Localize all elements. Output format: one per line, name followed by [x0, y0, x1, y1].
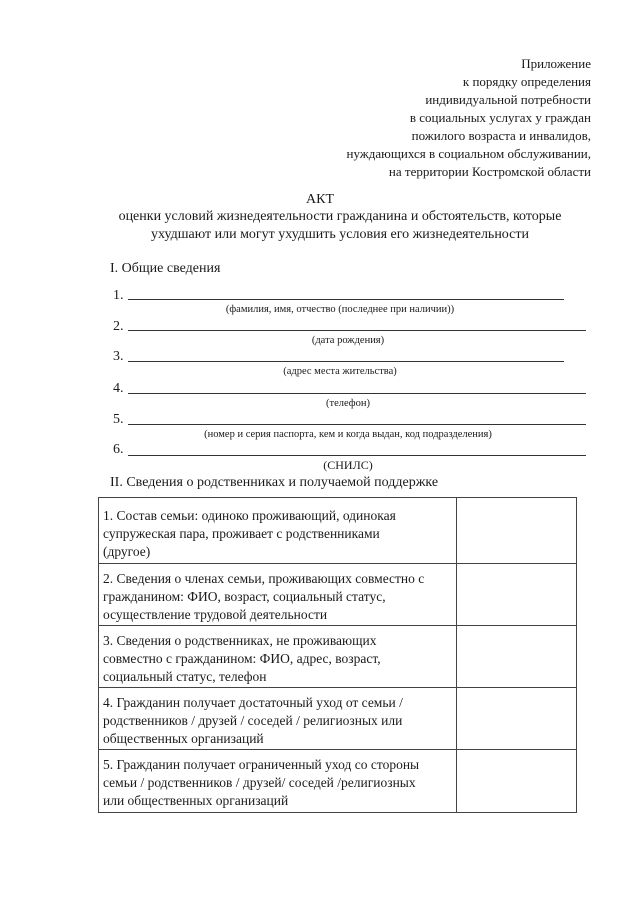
act-title: АКТ: [306, 192, 334, 207]
table-row: [99, 570, 461, 624]
table-row-text: совместно с гражданином: ФИО, адрес, возраст,: [103, 651, 381, 666]
table-row-text: семьи / родственников / друзей/ соседей /религиозных: [103, 775, 416, 790]
field-number: 3.: [113, 349, 124, 364]
table-row: [99, 694, 461, 748]
table-row-text: супружеская пара, проживает с родственниками: [103, 526, 380, 541]
table-row-text: или общественных организаций: [103, 793, 289, 808]
table-row-text: 3. Сведения о родственниках, не проживающих: [103, 633, 377, 648]
appendix-line: Приложение: [521, 56, 591, 71]
appendix-line: к порядку определения: [462, 74, 591, 89]
field-caption: (адрес места жительства): [283, 366, 397, 377]
section2-heading: II. Сведения о родственниках и получаемой поддержке: [110, 475, 439, 490]
field-6-line[interactable]: [128, 455, 586, 456]
field-5-line[interactable]: [128, 424, 586, 425]
table-row-text: гражданином: ФИО, возраст, социальный статус,: [103, 589, 386, 604]
field-number: 2.: [113, 319, 124, 334]
table-row-text: (другое): [103, 544, 151, 559]
table-row-text: социальный статус, телефон: [103, 669, 267, 684]
field-caption: (СНИЛС): [323, 458, 373, 472]
table-row-text: 1. Состав семьи: одиноко проживающий, одинокая: [103, 508, 396, 523]
field-caption: (дата рождения): [311, 335, 385, 346]
table-row-text: 2. Сведения о членах семьи, проживающих совместно с: [103, 571, 425, 586]
act-subtitle: [90, 208, 590, 244]
table-row-text: родственников / друзей / соседей / религиозных или: [103, 713, 403, 728]
table-row-text: 5. Гражданин получает ограниченный уход со стороны: [103, 757, 420, 772]
field-3-line[interactable]: [128, 361, 564, 362]
act-subtitle-line: оценки условий жизнедеятельности гражданина и обстоятельств, которые: [118, 209, 562, 224]
appendix-line: индивидуальной потребности: [425, 92, 591, 107]
appendix-header: [346, 55, 591, 181]
table-row: [99, 507, 461, 561]
appendix-line: на территории Костромской области: [388, 164, 591, 179]
table-row-text: осуществление трудовой деятельности: [103, 607, 328, 622]
act-subtitle-line: ухудшают или могут ухудшить условия его жизнедеятельности: [151, 227, 529, 242]
row-divider: [99, 625, 576, 626]
table-row: [99, 756, 461, 810]
field-caption: (фамилия, имя, отчество (последнее при наличии)): [225, 304, 455, 315]
table-row-text: общественных организаций: [103, 731, 264, 746]
field-caption: (номер и серия паспорта, кем и когда выдан, код подразделения): [204, 429, 492, 440]
field-number: 4.: [113, 381, 124, 396]
field-number: 1.: [113, 288, 124, 303]
support-table: [98, 497, 577, 813]
field-1-line[interactable]: [128, 299, 564, 300]
table-row-text: 4. Гражданин получает достаточный уход от семьи /: [103, 695, 403, 710]
section1-heading: I. Общие сведения: [110, 261, 221, 276]
field-number: 6.: [113, 442, 124, 457]
row-divider: [99, 563, 576, 564]
appendix-line: пожилого возраста и инвалидов,: [411, 128, 591, 143]
appendix-line: в социальных услугах у граждан: [409, 110, 591, 125]
row-divider: [99, 749, 576, 750]
field-4-line[interactable]: [128, 393, 586, 394]
field-caption: (телефон): [326, 398, 370, 409]
field-2-line[interactable]: [128, 330, 586, 331]
table-column-divider: [456, 497, 457, 813]
field-number: 5.: [113, 412, 124, 427]
appendix-line: нуждающихся в социальном обслуживании,: [346, 146, 591, 161]
table-row: [99, 632, 461, 686]
row-divider: [99, 687, 576, 688]
